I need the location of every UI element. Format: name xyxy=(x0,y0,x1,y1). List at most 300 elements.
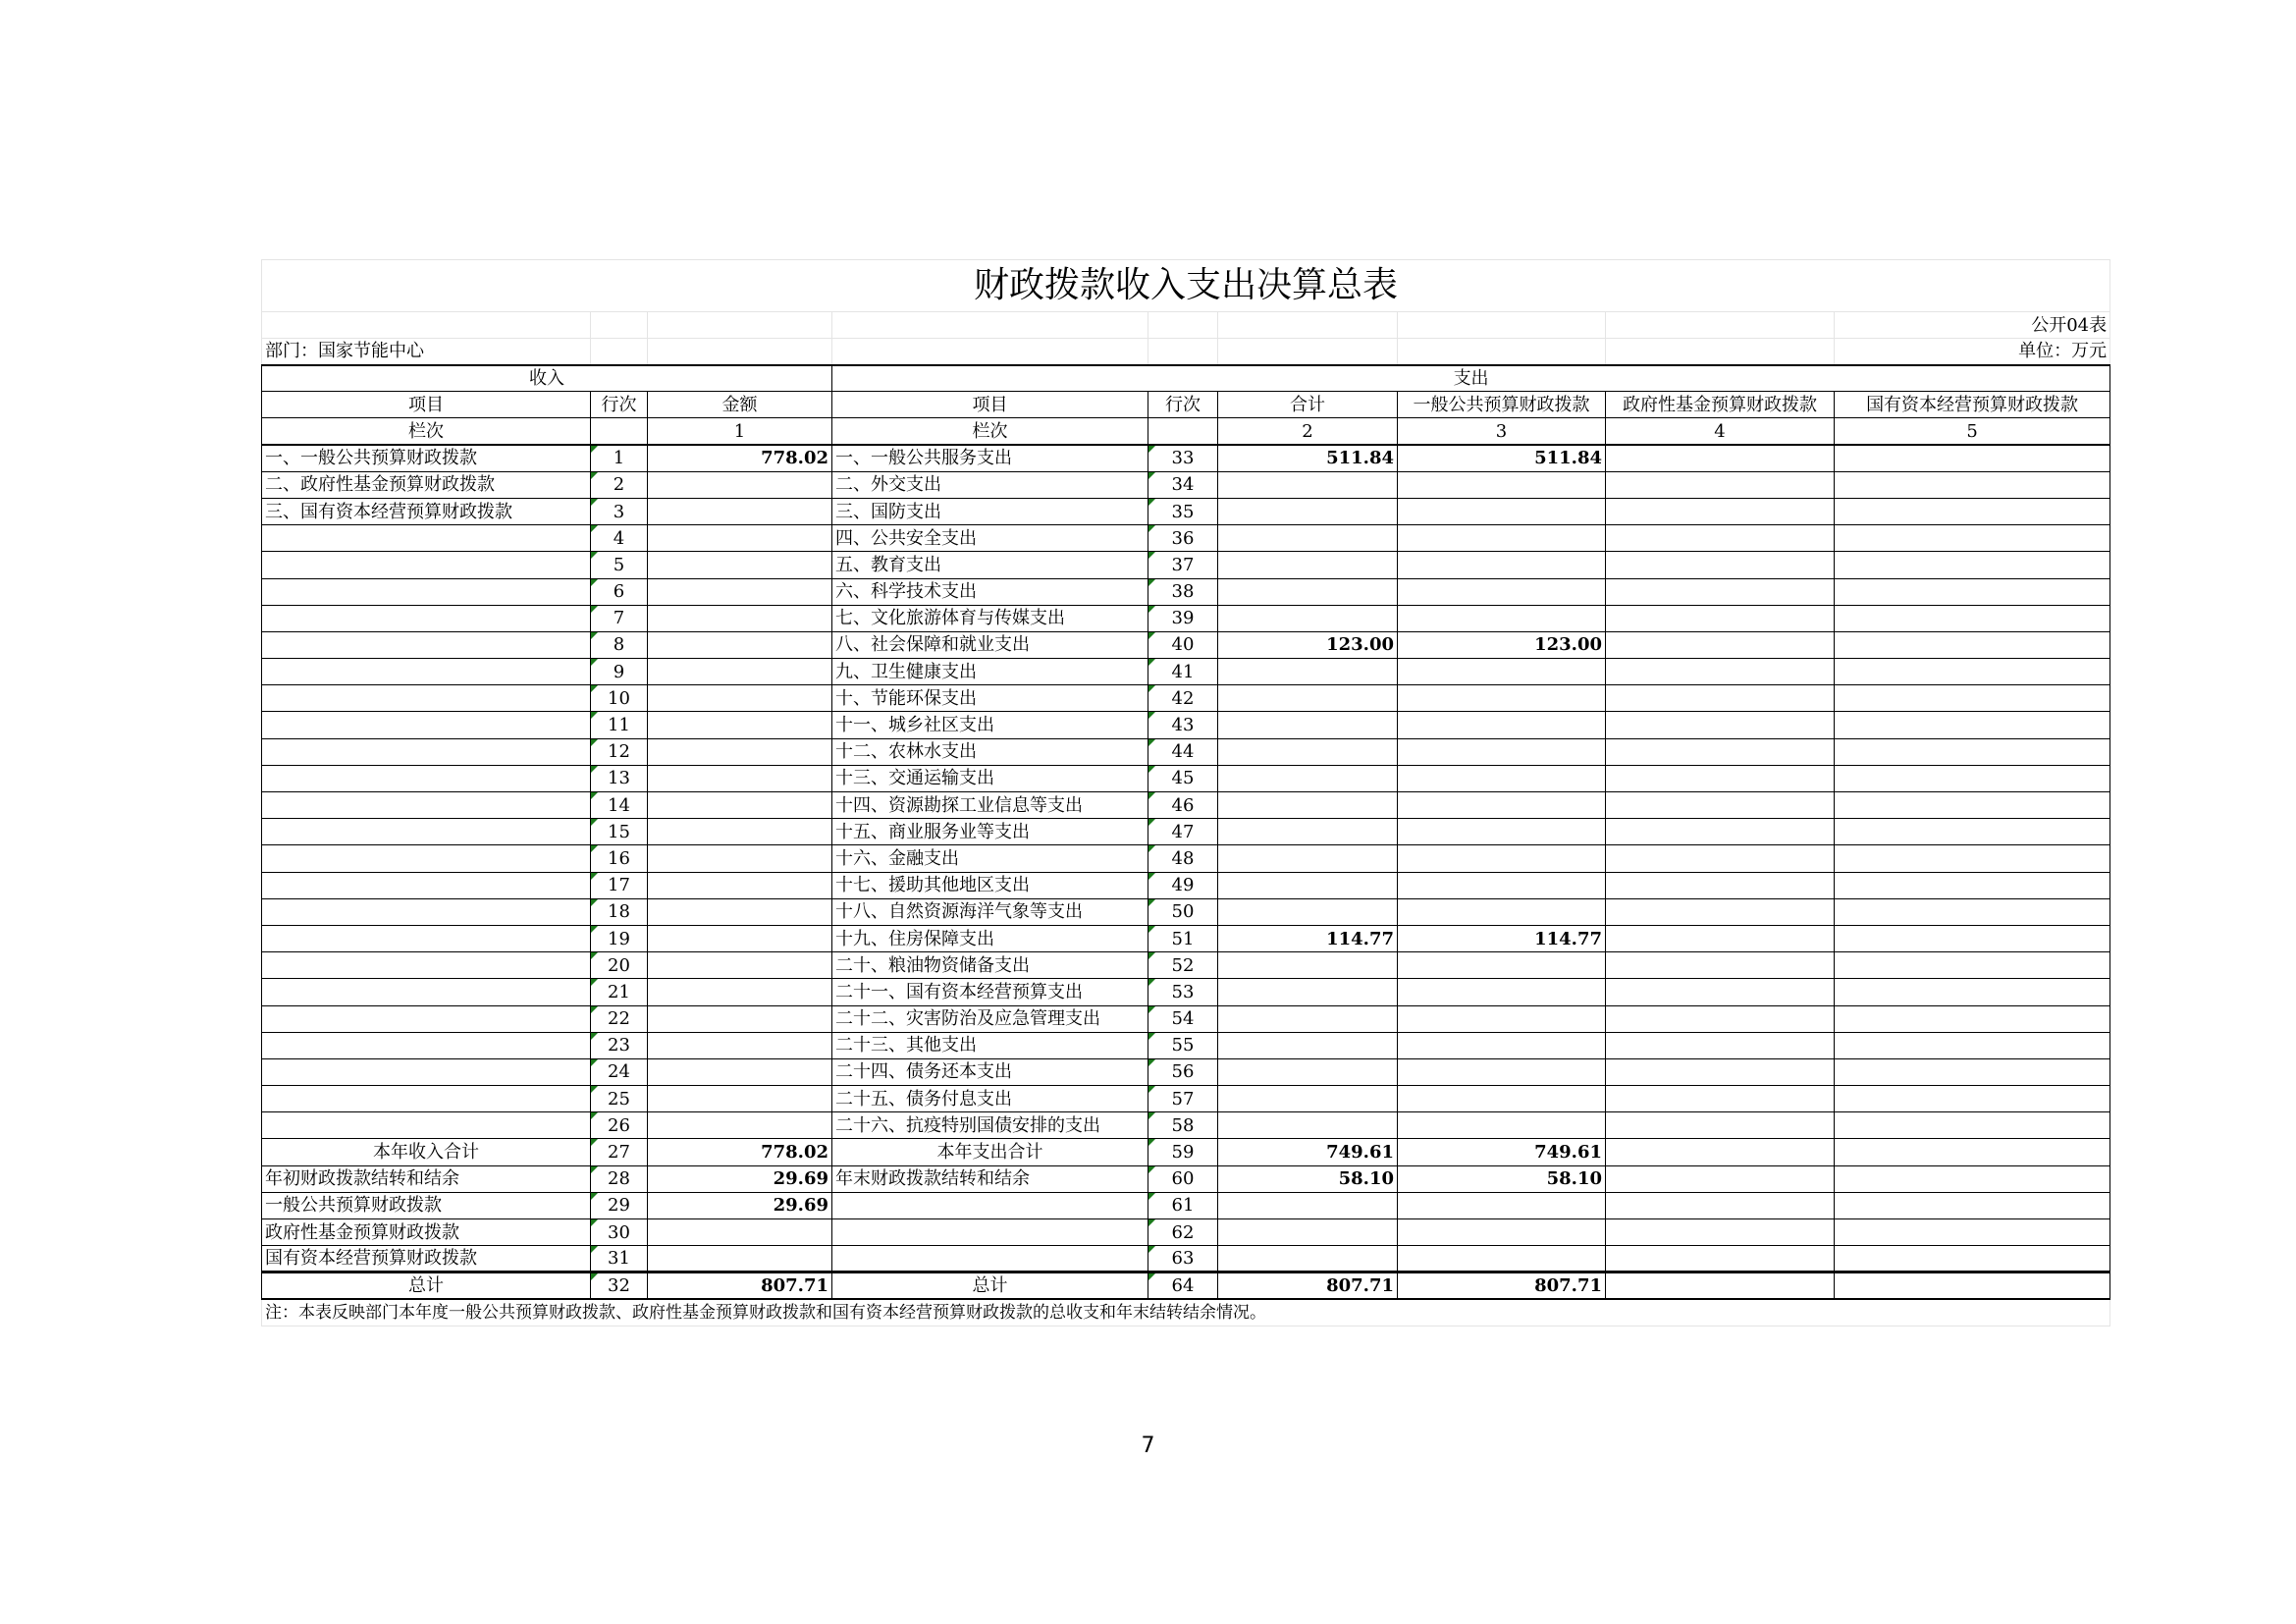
expense-item: 三、国防支出 xyxy=(832,498,1148,524)
expense-fund xyxy=(1606,659,1835,685)
expense-fund xyxy=(1606,819,1835,845)
expense-fund xyxy=(1606,1032,1835,1058)
expense-general xyxy=(1398,578,1606,605)
table-row xyxy=(262,738,2110,765)
summary-row-sub2 xyxy=(262,1219,2110,1246)
column-number-5: 5 xyxy=(1835,418,2110,445)
expense-state xyxy=(1835,605,2110,631)
expense-item xyxy=(832,1219,1148,1246)
expense-fund xyxy=(1606,445,1835,471)
expense-fund xyxy=(1606,952,1835,979)
income-amount xyxy=(648,578,832,605)
income-item xyxy=(262,525,591,552)
expense-total xyxy=(1218,1086,1398,1112)
income-amount: 29.69 xyxy=(648,1165,832,1192)
income-item: 二、政府性基金预算财政拨款 xyxy=(262,471,591,498)
expense-total xyxy=(1218,792,1398,819)
expense-state xyxy=(1835,845,2110,872)
income-amount xyxy=(648,738,832,765)
income-line: 17 xyxy=(591,872,648,898)
expense-fund xyxy=(1606,525,1835,552)
expense-line: 55 xyxy=(1148,1032,1218,1058)
table-row xyxy=(262,792,2110,819)
income-amount xyxy=(648,498,832,524)
expense-fund xyxy=(1606,1165,1835,1192)
expense-item: 七、文化旅游体育与传媒支出 xyxy=(832,605,1148,631)
expense-general xyxy=(1398,1005,1606,1032)
expense-fund xyxy=(1606,552,1835,578)
income-item xyxy=(262,738,591,765)
expense-item: 十三、交通运输支出 xyxy=(832,765,1148,791)
expense-line: 34 xyxy=(1148,471,1218,498)
expense-line: 36 xyxy=(1148,525,1218,552)
income-item xyxy=(262,685,591,712)
expense-total xyxy=(1218,898,1398,925)
expense-line: 50 xyxy=(1148,898,1218,925)
expense-general xyxy=(1398,1192,1606,1218)
expense-total xyxy=(1218,1112,1398,1139)
table-row xyxy=(262,872,2110,898)
expense-item: 总计 xyxy=(832,1272,1148,1300)
expense-fund xyxy=(1606,631,1835,658)
expense-general xyxy=(1398,525,1606,552)
income-item xyxy=(262,872,591,898)
expense-item: 本年支出合计 xyxy=(832,1139,1148,1165)
expense-total xyxy=(1218,738,1398,765)
expense-line: 35 xyxy=(1148,498,1218,524)
income-line: 7 xyxy=(591,605,648,631)
expense-line: 57 xyxy=(1148,1086,1218,1112)
expense-total xyxy=(1218,1192,1398,1218)
expense-fund xyxy=(1606,1086,1835,1112)
income-line: 32 xyxy=(591,1272,648,1300)
expense-state xyxy=(1835,1058,2110,1085)
col-header-total: 合计 xyxy=(1218,392,1398,418)
income-item xyxy=(262,552,591,578)
expense-general: 807.71 xyxy=(1398,1272,1606,1300)
expense-fund xyxy=(1606,738,1835,765)
income-line: 9 xyxy=(591,659,648,685)
table-row xyxy=(262,979,2110,1005)
expense-item: 十八、自然资源海洋气象等支出 xyxy=(832,898,1148,925)
income-amount xyxy=(648,819,832,845)
expense-state xyxy=(1835,445,2110,471)
table-row xyxy=(262,1086,2110,1112)
expense-general xyxy=(1398,712,1606,738)
expense-fund xyxy=(1606,685,1835,712)
expense-fund xyxy=(1606,979,1835,1005)
expense-line: 62 xyxy=(1148,1219,1218,1246)
expense-state xyxy=(1835,1192,2110,1218)
expense-general xyxy=(1398,1112,1606,1139)
expense-total: 114.77 xyxy=(1218,925,1398,951)
column-number-2: 2 xyxy=(1218,418,1398,445)
expense-line: 59 xyxy=(1148,1139,1218,1165)
table-row xyxy=(262,659,2110,685)
expense-total xyxy=(1218,1058,1398,1085)
income-amount xyxy=(648,605,832,631)
table-row xyxy=(262,819,2110,845)
income-item xyxy=(262,605,591,631)
expense-line: 51 xyxy=(1148,925,1218,951)
expense-general xyxy=(1398,819,1606,845)
expense-fund xyxy=(1606,845,1835,872)
table-title: 财政拨款收入支出决算总表 xyxy=(262,260,2110,312)
income-amount xyxy=(648,631,832,658)
expense-general: 749.61 xyxy=(1398,1139,1606,1165)
income-amount xyxy=(648,765,832,791)
expense-line: 48 xyxy=(1148,845,1218,872)
expense-general xyxy=(1398,1246,1606,1272)
expense-fund xyxy=(1606,1005,1835,1032)
expense-item: 六、科学技术支出 xyxy=(832,578,1148,605)
expense-general xyxy=(1398,952,1606,979)
expense-state xyxy=(1835,898,2110,925)
expense-fund xyxy=(1606,925,1835,951)
expense-line: 44 xyxy=(1148,738,1218,765)
budget-sheet xyxy=(261,259,2109,1326)
income-amount: 807.71 xyxy=(648,1272,832,1300)
table-row xyxy=(262,898,2110,925)
income-item: 本年收入合计 xyxy=(262,1139,591,1165)
expense-line: 46 xyxy=(1148,792,1218,819)
table-row xyxy=(262,525,2110,552)
expense-line: 64 xyxy=(1148,1272,1218,1300)
income-item xyxy=(262,631,591,658)
income-line: 15 xyxy=(591,819,648,845)
summary-row-sub1 xyxy=(262,1192,2110,1218)
income-amount xyxy=(648,1112,832,1139)
expense-total xyxy=(1218,659,1398,685)
expense-line: 61 xyxy=(1148,1192,1218,1218)
expense-line: 38 xyxy=(1148,578,1218,605)
income-line: 13 xyxy=(591,765,648,791)
expense-general: 123.00 xyxy=(1398,631,1606,658)
income-item: 一、一般公共预算财政拨款 xyxy=(262,445,591,471)
expense-total: 807.71 xyxy=(1218,1272,1398,1300)
expense-fund xyxy=(1606,792,1835,819)
col-header-expense-item: 项目 xyxy=(832,392,1148,418)
table-row xyxy=(262,1032,2110,1058)
expense-line: 33 xyxy=(1148,445,1218,471)
expense-fund xyxy=(1606,1219,1835,1246)
expense-header: 支出 xyxy=(832,365,2110,392)
expense-item xyxy=(832,1192,1148,1218)
expense-item: 十一、城乡社区支出 xyxy=(832,712,1148,738)
income-item xyxy=(262,1086,591,1112)
expense-line: 45 xyxy=(1148,765,1218,791)
income-item xyxy=(262,925,591,951)
income-amount xyxy=(648,1086,832,1112)
table-row xyxy=(262,471,2110,498)
expense-total xyxy=(1218,952,1398,979)
expense-line: 37 xyxy=(1148,552,1218,578)
income-item: 一般公共预算财政拨款 xyxy=(262,1192,591,1218)
expense-line: 52 xyxy=(1148,952,1218,979)
table-row xyxy=(262,685,2110,712)
income-item xyxy=(262,659,591,685)
expense-total xyxy=(1218,1032,1398,1058)
expense-total xyxy=(1218,1246,1398,1272)
income-item xyxy=(262,979,591,1005)
income-amount xyxy=(648,792,832,819)
col-header-general: 一般公共预算财政拨款 xyxy=(1398,392,1606,418)
expense-total xyxy=(1218,765,1398,791)
income-amount xyxy=(648,1005,832,1032)
income-line: 27 xyxy=(591,1139,648,1165)
expense-general xyxy=(1398,979,1606,1005)
expense-fund xyxy=(1606,712,1835,738)
expense-item: 二十、粮油物资储备支出 xyxy=(832,952,1148,979)
income-item xyxy=(262,1112,591,1139)
expense-general xyxy=(1398,898,1606,925)
expense-state xyxy=(1835,578,2110,605)
expense-item: 十五、商业服务业等支出 xyxy=(832,819,1148,845)
income-amount xyxy=(648,1032,832,1058)
income-item xyxy=(262,1032,591,1058)
expense-line: 60 xyxy=(1148,1165,1218,1192)
table-row xyxy=(262,445,2110,471)
income-item xyxy=(262,765,591,791)
expense-item: 二十四、债务还本支出 xyxy=(832,1058,1148,1085)
col-header-income-item: 项目 xyxy=(262,392,591,418)
income-item xyxy=(262,898,591,925)
income-line: 24 xyxy=(591,1058,648,1085)
table-row xyxy=(262,605,2110,631)
income-line: 23 xyxy=(591,1032,648,1058)
income-line: 22 xyxy=(591,1005,648,1032)
table-row xyxy=(262,1058,2110,1085)
expense-state xyxy=(1835,738,2110,765)
income-amount xyxy=(648,712,832,738)
column-number-3: 3 xyxy=(1398,418,1606,445)
expense-item: 二、外交支出 xyxy=(832,471,1148,498)
expense-total xyxy=(1218,471,1398,498)
income-line: 5 xyxy=(591,552,648,578)
expense-state xyxy=(1835,819,2110,845)
expense-total xyxy=(1218,1219,1398,1246)
expense-state xyxy=(1835,1272,2110,1300)
expense-total xyxy=(1218,872,1398,898)
expense-state xyxy=(1835,1112,2110,1139)
expense-general xyxy=(1398,498,1606,524)
expense-fund xyxy=(1606,1058,1835,1085)
expense-line: 47 xyxy=(1148,819,1218,845)
income-line: 25 xyxy=(591,1086,648,1112)
expense-item: 一、一般公共服务支出 xyxy=(832,445,1148,471)
expense-state xyxy=(1835,792,2110,819)
column-label-expense: 栏次 xyxy=(832,418,1148,445)
col-header-income-line: 行次 xyxy=(591,392,648,418)
income-item xyxy=(262,845,591,872)
table-row xyxy=(262,952,2110,979)
table-row xyxy=(262,845,2110,872)
income-amount xyxy=(648,1246,832,1272)
expense-item: 年末财政拨款结转和结余 xyxy=(832,1165,1148,1192)
expense-line: 63 xyxy=(1148,1246,1218,1272)
expense-state xyxy=(1835,979,2110,1005)
expense-item: 二十五、债务付息支出 xyxy=(832,1086,1148,1112)
expense-line: 54 xyxy=(1148,1005,1218,1032)
income-amount: 29.69 xyxy=(648,1192,832,1218)
expense-item: 九、卫生健康支出 xyxy=(832,659,1148,685)
expense-fund xyxy=(1606,578,1835,605)
expense-state xyxy=(1835,552,2110,578)
unit-label: 单位：万元 xyxy=(1835,339,2110,365)
expense-general xyxy=(1398,738,1606,765)
income-amount xyxy=(648,872,832,898)
expense-fund xyxy=(1606,765,1835,791)
expense-total xyxy=(1218,605,1398,631)
income-line: 19 xyxy=(591,925,648,951)
expense-fund xyxy=(1606,898,1835,925)
expense-general xyxy=(1398,845,1606,872)
expense-state xyxy=(1835,1246,2110,1272)
expense-total: 511.84 xyxy=(1218,445,1398,471)
expense-item: 五、教育支出 xyxy=(832,552,1148,578)
income-line: 29 xyxy=(591,1192,648,1218)
expense-total xyxy=(1218,525,1398,552)
table-note: 注：本表反映部门本年度一般公共预算财政拨款、政府性基金预算财政拨款和国有资本经营预算财政拨款的总收支和年末结转结余情况。 xyxy=(262,1299,2110,1326)
expense-general: 511.84 xyxy=(1398,445,1606,471)
expense-state xyxy=(1835,659,2110,685)
income-line: 28 xyxy=(591,1165,648,1192)
expense-general xyxy=(1398,471,1606,498)
expense-state xyxy=(1835,1086,2110,1112)
expense-state xyxy=(1835,1032,2110,1058)
table-row xyxy=(262,1005,2110,1032)
expense-state xyxy=(1835,1139,2110,1165)
expense-general xyxy=(1398,605,1606,631)
expense-state xyxy=(1835,712,2110,738)
expense-fund xyxy=(1606,1112,1835,1139)
summary-row-sub3 xyxy=(262,1246,2110,1272)
income-amount xyxy=(648,898,832,925)
expense-fund xyxy=(1606,1246,1835,1272)
expense-general xyxy=(1398,685,1606,712)
expense-fund xyxy=(1606,471,1835,498)
expense-item: 二十六、抗疫特别国债安排的支出 xyxy=(832,1112,1148,1139)
expense-line: 39 xyxy=(1148,605,1218,631)
col-header-expense-line: 行次 xyxy=(1148,392,1218,418)
income-item xyxy=(262,1005,591,1032)
expense-line: 53 xyxy=(1148,979,1218,1005)
income-line: 14 xyxy=(591,792,648,819)
income-amount xyxy=(648,979,832,1005)
income-line: 12 xyxy=(591,738,648,765)
expense-state xyxy=(1835,525,2110,552)
col-header-amount: 金额 xyxy=(648,392,832,418)
income-line: 11 xyxy=(591,712,648,738)
summary-row-year-income xyxy=(262,1139,2110,1165)
budget-table xyxy=(261,259,2110,1326)
table-row xyxy=(262,498,2110,524)
expense-general xyxy=(1398,1058,1606,1085)
income-header: 收入 xyxy=(262,365,832,392)
income-line: 31 xyxy=(591,1246,648,1272)
table-row xyxy=(262,578,2110,605)
expense-state xyxy=(1835,1005,2110,1032)
expense-state xyxy=(1835,685,2110,712)
expense-general xyxy=(1398,552,1606,578)
expense-line: 40 xyxy=(1148,631,1218,658)
income-item: 三、国有资本经营预算财政拨款 xyxy=(262,498,591,524)
table-row xyxy=(262,631,2110,658)
expense-state xyxy=(1835,1219,2110,1246)
expense-state xyxy=(1835,471,2110,498)
expense-fund xyxy=(1606,1272,1835,1300)
income-line: 3 xyxy=(591,498,648,524)
income-line: 18 xyxy=(591,898,648,925)
expense-general xyxy=(1398,1086,1606,1112)
expense-total xyxy=(1218,979,1398,1005)
income-amount xyxy=(648,659,832,685)
expense-line: 56 xyxy=(1148,1058,1218,1085)
income-amount xyxy=(648,845,832,872)
income-item xyxy=(262,578,591,605)
expense-general: 114.77 xyxy=(1398,925,1606,951)
column-number-1: 1 xyxy=(648,418,832,445)
income-line: 2 xyxy=(591,471,648,498)
income-line: 1 xyxy=(591,445,648,471)
expense-fund xyxy=(1606,872,1835,898)
department-label: 部门：国家节能中心 xyxy=(262,339,591,365)
income-item: 国有资本经营预算财政拨款 xyxy=(262,1246,591,1272)
expense-total xyxy=(1218,498,1398,524)
expense-item: 二十三、其他支出 xyxy=(832,1032,1148,1058)
expense-item: 二十二、灾害防治及应急管理支出 xyxy=(832,1005,1148,1032)
income-item xyxy=(262,1058,591,1085)
expense-total xyxy=(1218,685,1398,712)
income-amount xyxy=(648,525,832,552)
column-label-income: 栏次 xyxy=(262,418,591,445)
expense-general xyxy=(1398,1032,1606,1058)
expense-state xyxy=(1835,631,2110,658)
expense-state xyxy=(1835,498,2110,524)
expense-total: 123.00 xyxy=(1218,631,1398,658)
income-amount xyxy=(648,1219,832,1246)
income-item: 总计 xyxy=(262,1272,591,1300)
income-line: 10 xyxy=(591,685,648,712)
table-row xyxy=(262,925,2110,951)
income-line: 30 xyxy=(591,1219,648,1246)
expense-total xyxy=(1218,712,1398,738)
income-line: 26 xyxy=(591,1112,648,1139)
expense-state xyxy=(1835,952,2110,979)
expense-state xyxy=(1835,872,2110,898)
income-line: 20 xyxy=(591,952,648,979)
expense-item: 十九、住房保障支出 xyxy=(832,925,1148,951)
expense-item: 十二、农林水支出 xyxy=(832,738,1148,765)
expense-line: 43 xyxy=(1148,712,1218,738)
expense-fund xyxy=(1606,1139,1835,1165)
expense-total: 749.61 xyxy=(1218,1139,1398,1165)
expense-total xyxy=(1218,845,1398,872)
expense-total xyxy=(1218,578,1398,605)
expense-state xyxy=(1835,1165,2110,1192)
income-line: 8 xyxy=(591,631,648,658)
expense-item: 四、公共安全支出 xyxy=(832,525,1148,552)
income-item: 年初财政拨款结转和结余 xyxy=(262,1165,591,1192)
expense-general xyxy=(1398,1219,1606,1246)
expense-general: 58.10 xyxy=(1398,1165,1606,1192)
income-amount xyxy=(648,1058,832,1085)
expense-item: 八、社会保障和就业支出 xyxy=(832,631,1148,658)
table-code: 公开04表 xyxy=(1835,312,2110,339)
expense-item: 十七、援助其他地区支出 xyxy=(832,872,1148,898)
expense-item xyxy=(832,1246,1148,1272)
income-amount xyxy=(648,925,832,951)
